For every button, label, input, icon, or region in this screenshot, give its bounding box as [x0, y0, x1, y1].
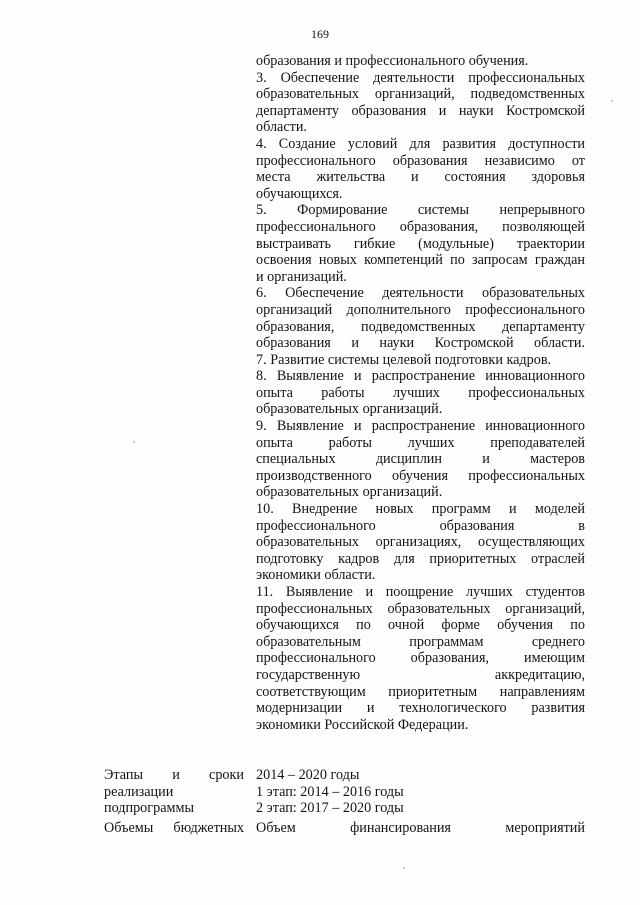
text-line: подготовку кадров для приоритетных отраслей	[256, 550, 585, 567]
text-line: освоения новых компетенций по запросам граждан	[256, 252, 585, 269]
text-line: модернизации и технологического развития	[256, 700, 585, 717]
budget-label	[104, 820, 244, 837]
text-line: выстраивать гибкие (модульные) траектории	[256, 235, 585, 252]
value-line: Объем финансирования мероприятий	[256, 820, 585, 836]
text-line: 4. Создание условий для развития доступности	[256, 135, 585, 152]
subprogram-tasks-text	[256, 53, 585, 733]
value-line: 2 этап: 2017 – 2020 годы	[256, 800, 404, 817]
text-line: экономики Российской Федерации.	[256, 716, 469, 733]
text-line: 7. Развитие системы целевой подготовки кадров.	[256, 351, 552, 368]
text-line: профессионального образования независимо от	[256, 152, 585, 169]
value-line: 1 этап: 2014 – 2016 годы	[256, 783, 404, 800]
scan-speck	[133, 441, 135, 443]
text-line: обучающихся.	[256, 185, 343, 202]
text-line: экономики области.	[256, 567, 376, 584]
text-line: организаций дополнительного профессионального	[256, 301, 585, 318]
value-line: 2014 – 2020 годы	[256, 767, 360, 783]
text-line: области.	[256, 119, 307, 136]
text-line: государственную аккредитацию,	[256, 666, 585, 683]
text-line: образовательных организаций.	[256, 401, 443, 418]
text-line: 9. Выявление и распространение инновационного	[256, 418, 585, 435]
text-line: профессионального образования, имеющим	[256, 650, 585, 667]
text-line: образовательных организаций, подведомственных	[256, 86, 585, 103]
text-line: производственного обучения профессиональных	[256, 467, 585, 484]
text-line: образовательных организаций.	[256, 484, 443, 501]
text-line: 11. Выявление и поощрение лучших студентов	[256, 584, 585, 600]
text-line: профессионального образования в	[256, 517, 585, 534]
text-line: специальных дисциплин и мастеров	[256, 451, 585, 468]
text-line: 3. Обеспечение деятельности профессиональных	[256, 69, 585, 86]
text-line: образовательным программам среднего	[256, 633, 585, 650]
text-line: профессиональных образовательных организаций,	[256, 600, 585, 617]
text-line: 5. Формирование системы непрерывного	[256, 202, 585, 219]
text-line: и организаций.	[256, 268, 347, 285]
text-line: образовательных организациях, осуществляющих	[256, 534, 585, 551]
text-line: 10. Внедрение новых программ и моделей	[256, 501, 585, 518]
scan-speck	[403, 867, 405, 869]
text-line: образования и профессионального обучения.	[256, 53, 529, 69]
text-line: образования и науки Костромской области.	[256, 335, 585, 352]
text-line: 6. Обеспечение деятельности образовательных	[256, 285, 585, 302]
text-line: департаменту образования и науки Костромской	[256, 102, 585, 119]
text-line: профессионального образования, позволяющей	[256, 218, 585, 235]
label-line: Этапы и сроки	[104, 767, 244, 783]
label-line: подпрограммы	[104, 800, 194, 817]
page-number: 169	[311, 27, 329, 41]
scan-speck	[611, 100, 613, 102]
label-line: реализации	[104, 783, 174, 800]
text-line: опыта работы лучших профессиональных	[256, 384, 585, 401]
stages-value	[256, 767, 585, 817]
text-line: опыта работы лучших преподавателей	[256, 434, 585, 451]
label-line: Объемы бюджетных	[104, 820, 244, 836]
text-line: 8. Выявление и распространение инновационного	[256, 368, 585, 385]
budget-value	[256, 820, 585, 837]
text-line: места жительства и состояния здоровья	[256, 169, 585, 186]
text-line: образования, подведомственных департаменту	[256, 318, 585, 335]
text-line: обучающихся по очной форме обучения по	[256, 617, 585, 634]
text-line: соответствующим приоритетным направлениям	[256, 683, 585, 700]
stages-label	[104, 767, 244, 817]
